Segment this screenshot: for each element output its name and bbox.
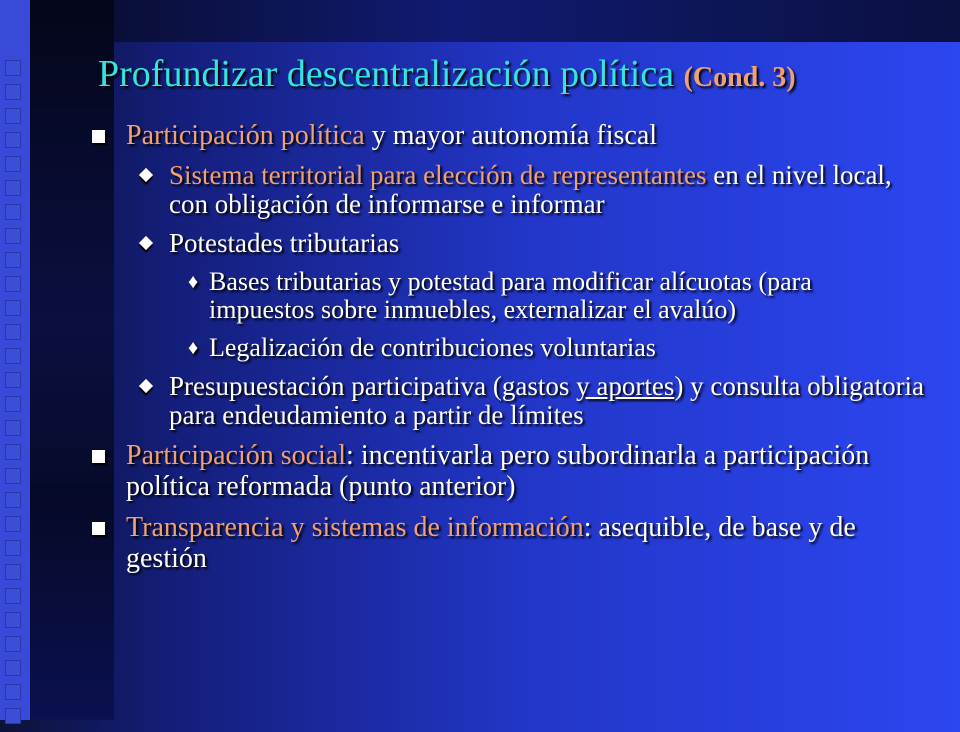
title-cond: (Cond. 3)	[683, 62, 796, 93]
bullet-item	[0, 120, 916, 151]
item-highlight: Participación política	[126, 120, 365, 151]
sub-sub-bullet-item	[0, 268, 849, 324]
square-icon	[5, 84, 21, 100]
square-bullet-icon	[92, 130, 105, 143]
square-icon	[5, 636, 21, 652]
item-text: y mayor autonomía fiscal	[364, 120, 658, 151]
sub-bullet-item	[0, 372, 933, 430]
square-icon	[5, 588, 21, 604]
item-text: : asequible, de base y de gestión	[126, 512, 856, 574]
item-highlight: Participación social	[126, 440, 347, 471]
bullet-item	[0, 512, 916, 574]
item-highlight: Transparencia y sistemas de información	[126, 512, 584, 543]
small-diamond-bullet-icon: ♦	[188, 337, 199, 359]
item-text: ) y consulta obligatoria para endeudamiento a partir de límites	[169, 371, 925, 430]
slide-title	[98, 52, 928, 100]
item-text: Potestades tributarias	[169, 228, 400, 258]
square-icon	[5, 708, 21, 724]
small-diamond-bullet-icon: ♦	[188, 271, 199, 293]
diamond-bullet-icon	[139, 236, 153, 250]
item-text: en el nivel local, con obligación de informarse e informar	[169, 160, 892, 219]
item-text: Bases tributarias y potestad para modificar alícuotas (para impuestos sobre inmuebles, externalizar el avalúo)	[209, 267, 812, 324]
square-icon	[5, 60, 21, 76]
item-underlined: y aportes	[576, 371, 675, 401]
bullet-item	[0, 440, 916, 502]
square-bullet-icon	[92, 522, 105, 535]
title-main: Profundizar descentralización política	[98, 53, 684, 95]
square-icon	[5, 660, 21, 676]
top-dark-band	[114, 0, 960, 42]
diamond-bullet-icon	[139, 379, 153, 393]
square-icon	[5, 684, 21, 700]
item-text: Presupuestación participativa (gastos	[169, 371, 577, 401]
square-icon	[5, 612, 21, 628]
diamond-bullet-icon	[139, 168, 153, 182]
slide-body	[0, 120, 960, 584]
sub-bullet-item	[0, 161, 933, 219]
item-text: : incentivarla pero subordinarla a participación política reformada (punto anterior)	[126, 440, 870, 502]
square-bullet-icon	[92, 450, 105, 463]
item-highlight: Sistema territorial para elección de representantes	[169, 160, 707, 190]
item-text: Legalización de contribuciones voluntarias	[209, 333, 656, 362]
sub-sub-bullet-item	[0, 334, 849, 362]
sub-bullet-item	[0, 229, 933, 258]
